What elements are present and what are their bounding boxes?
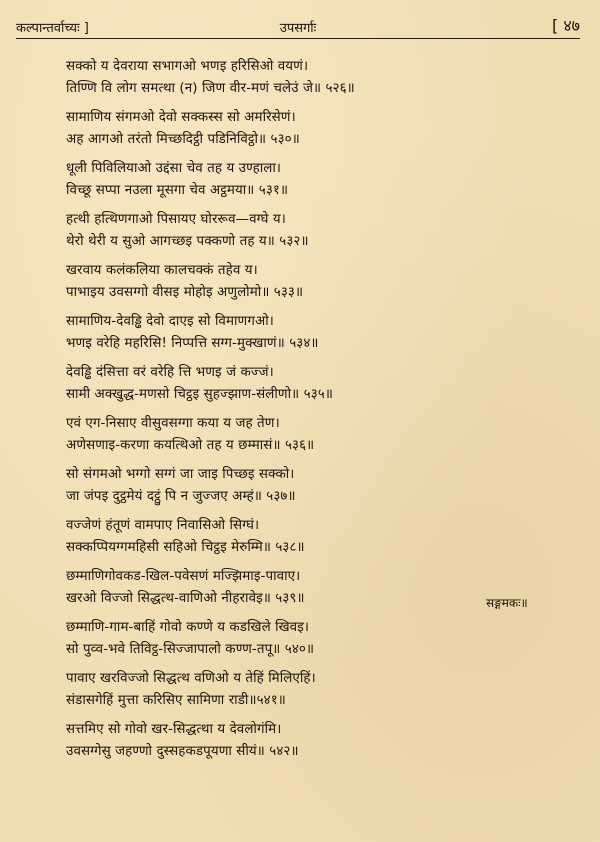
verse — [66, 464, 536, 508]
verse-line: सामाणिय संगमओ देवो सक्कस्स सो अमरिसेणं। — [66, 110, 296, 125]
verse-line: विच्छू सप्पा नउला मूसगा चेव अट्ठमया॥ ५३१॥ — [66, 183, 289, 198]
verse — [66, 209, 536, 253]
verse — [66, 362, 536, 406]
verse-line: अणेसणाइ-करणा कयत्थिओ तह य छम्मासं॥ ५३६॥ — [66, 438, 315, 453]
verse — [66, 107, 536, 151]
verse-line: तिण्णि वि लोग समत्था (न) जिण वीर-मणं चलेउं जे॥ ५२६॥ — [66, 81, 355, 96]
verse-line: धूली पिविलियाओ उद्दंसा चेव तह य उण्हाला। — [66, 161, 282, 176]
verse-line: सामी अक्खुद्ध-मणसो चिट्ठइ सुहज्झाण-संलीणो॥ ५३५॥ — [66, 387, 333, 402]
header-chapter-title: कल्पान्तर्वाच्यः ] — [16, 21, 89, 36]
verse-line: पाभाइय उवसग्गो वीसइ मोहोइ अणुलोमो॥ ५३३॥ — [66, 285, 304, 300]
verse-line: खरओ विज्जो सिद्धत्थ-वाणिओ नीहरावेइ॥ ५३९॥ — [66, 591, 305, 606]
header-section-title: उपसर्गाः — [279, 21, 317, 36]
verse-line: भणइ वरेहि महरिसि! निप्पत्ति सग्ग-मुक्खाणं॥ ५३४॥ — [66, 336, 319, 351]
verse — [66, 413, 536, 457]
verse-line: एवं एग-निसाए वीसुवसग्गा कया य जह तेण। — [66, 416, 280, 431]
verse-line: सो संगमओ भग्गो सग्गं जा जाइ पिच्छइ सक्को। — [66, 467, 295, 482]
verse-line: सामाणिय-देवड्ढि देवो दाएइ सो विमाणगओ। — [66, 314, 274, 329]
verse — [66, 56, 536, 100]
verse — [66, 158, 536, 202]
verse — [66, 515, 536, 559]
verse-line: सक्कप्पियग्गमहिसी सहिओ चिट्ठइ मेरुम्मि॥ ५३८॥ — [66, 540, 305, 555]
verse-body — [66, 56, 536, 770]
verse-line: छम्माणि-गाम-बाहिं गोवो कण्णे य कडखिले खिवइ। — [66, 620, 310, 635]
verse-line: उवसग्गेसु जहण्णो दुस्सहकडपूयणा सीयं॥ ५४२॥ — [66, 744, 299, 759]
verse-line: थेरो थेरी य सुओ आगच्छइ पक्कणो तह य॥ ५३२॥ — [66, 234, 309, 249]
verse-line: सो पुव्व-भवे तिविट्ठ-सिज्जापालो कण्ण-तपू॥ ५४०॥ — [66, 642, 315, 657]
verse-line: खरवाय कलंकलिया कालचक्कं तहेव य। — [66, 263, 258, 278]
verse — [66, 260, 536, 304]
verse-line: अह आगओ तरंतो मिच्छदिट्ठी पडिनिविट्ठो॥ ५३०॥ — [66, 132, 300, 147]
verse-line: वज्जेणं हंतूणं वामपाए निवासिओ सिग्घं। — [66, 518, 260, 533]
verse — [66, 668, 536, 712]
verse-line: सत्तमिए सो गोवो खर-सिद्धत्था य देवलोगंमि। — [66, 722, 282, 737]
marginal-note: सङ्गमकः॥ — [486, 596, 528, 610]
page-number: [ ४७ — [552, 16, 580, 35]
verse — [66, 311, 536, 355]
running-header — [16, 14, 580, 39]
verse-line: संडासगेहिं मुत्ता करिसिए सामिणा राडी॥५४१॥ — [66, 693, 286, 708]
verse-line: सक्को य देवराया सभागओ भणइ हरिसिओ वयणं। — [66, 59, 309, 74]
verse — [66, 719, 536, 763]
verse — [66, 566, 536, 610]
verse — [66, 617, 536, 661]
verse-line: जा जंपइ दुट्ठमेयं दट्ठुं पि न जुज्जए अम्हं॥ ५३७॥ — [66, 489, 296, 504]
verse-line: हत्थी हत्थिणगाओ पिसायए घोररूव—वग्घे य। — [66, 212, 286, 227]
verse-line: पावाए खरविज्जो सिद्धत्थ वणिओ य तेहिं मिलिएहिं। — [66, 671, 316, 686]
verse-line: छम्माणिगोवकड-खिल-पवेसणं मज्झिमाइ-पावाए। — [66, 569, 301, 584]
verse-line: देवड्ढि दंसित्ता वरं वरेहि त्ति भणइ जं कज्जं। — [66, 365, 274, 380]
